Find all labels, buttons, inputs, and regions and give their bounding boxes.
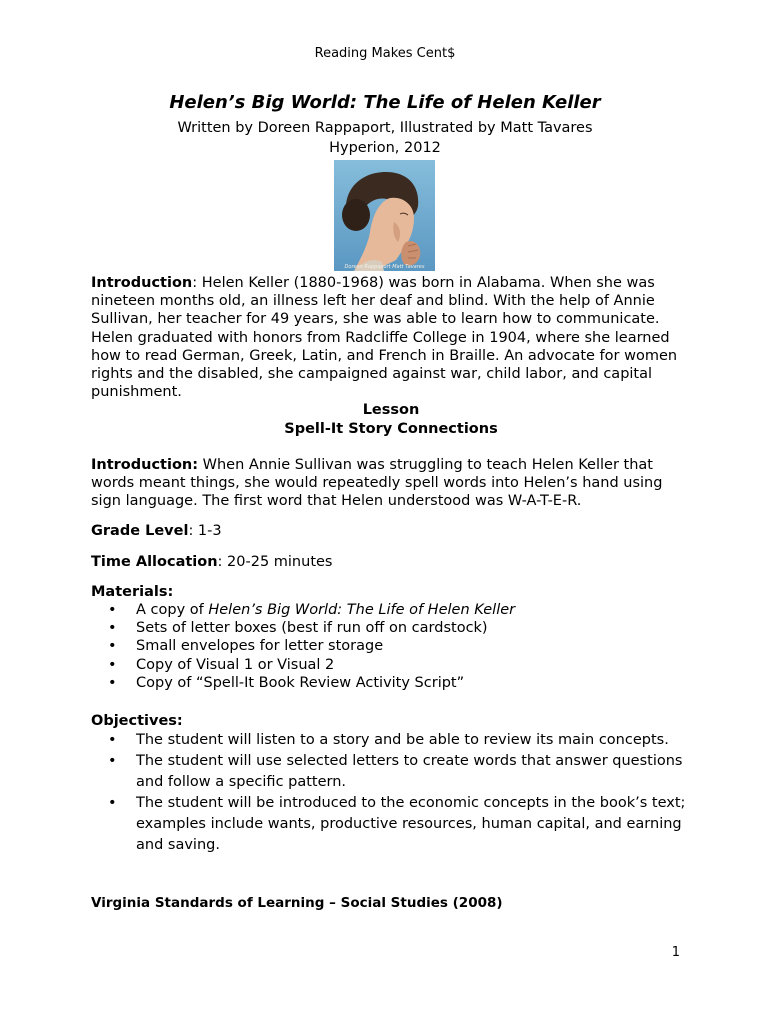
grade-level [91, 522, 691, 540]
list-item [91, 656, 691, 674]
intro-paragraph [91, 274, 691, 401]
lesson-intro-label: Introduction: [91, 456, 199, 473]
book-cover-image [334, 160, 435, 271]
intro-label: Introduction [91, 275, 193, 291]
standards-heading: Virginia Standards of Learning – Social Studies (2008) [91, 895, 503, 912]
time-allocation-value: : 20-25 minutes [217, 553, 333, 570]
list-item: • The student will be introduced to the economic concepts in the book’s text; examples include wants, productive resources, human capital, and earning and saving. [91, 793, 691, 856]
grade-level-value: : 1-3 [188, 523, 222, 540]
objectives-list [91, 730, 691, 856]
document-body [91, 274, 691, 912]
objectives-heading: Objectives: [91, 713, 183, 730]
material-text: Small envelopes for letter storage [136, 638, 384, 655]
publisher-line: Hyperion, 2012 [329, 140, 441, 156]
list-item [91, 619, 691, 637]
list-item [91, 637, 691, 655]
list-item: • The student will use selected letters to create words that answer questions and follow a specific pattern. [91, 751, 691, 793]
material-text: Copy of Visual 1 or Visual 2 [136, 656, 335, 673]
material-text: Copy of “Spell-It Book Review Activity Script” [136, 674, 465, 691]
book-title: Helen’s Big World: The Life of Helen Keller [169, 92, 601, 113]
lesson-subheading: Spell-It Story Connections [284, 420, 498, 437]
time-allocation-label: Time Allocation [91, 553, 218, 570]
material-text: A copy of [136, 602, 209, 619]
material-book-title: Helen’s Big World: The Life of Helen Keller [208, 602, 516, 619]
material-text: Sets of letter boxes (best if run off on cardstock) [136, 620, 488, 637]
intro-text: : Helen Keller (1880-1968) was born in Alabama. When she was nineteen months old, an illness left her deaf and blind. With the help of Annie Sullivan, her teacher for 49 years, she was able to learn how to communicate. Helen graduated with honors from Radcliffe College in 1904, where she learned how to read German, Greek, Latin, and French in Braille. An advocate for women rights and the disabled, she campaigned against war, child labor, and capital punishment. [91, 275, 678, 401]
lesson-intro-text: When Annie Sullivan was struggling to teach Helen Keller that words meant things, she would repeatedly spell words into Helen’s hand using sign language. The first word that Helen understood was W-A-T-E-R. [91, 456, 663, 510]
materials-heading: Materials: [91, 583, 174, 600]
page-number: 1 [671, 945, 680, 960]
lesson-intro-paragraph [91, 456, 691, 511]
time-allocation [91, 553, 691, 571]
lesson-heading: Lesson [362, 402, 420, 419]
page-header: Reading Makes Cent$ [314, 46, 456, 61]
list-item [91, 601, 691, 619]
cover-caption: Doreen Rappaport Matt Tavares [344, 264, 425, 270]
list-item: • The student will listen to a story and be able to review its main concepts. [91, 730, 691, 751]
grade-level-label: Grade Level [91, 523, 189, 540]
materials-list [91, 601, 691, 692]
list-item [91, 674, 691, 692]
book-credits [0, 118, 770, 158]
author-illustrator-line: Written by Doreen Rappaport, Illustrated by Matt Tavares [177, 120, 593, 136]
cover-illustration [334, 160, 435, 271]
